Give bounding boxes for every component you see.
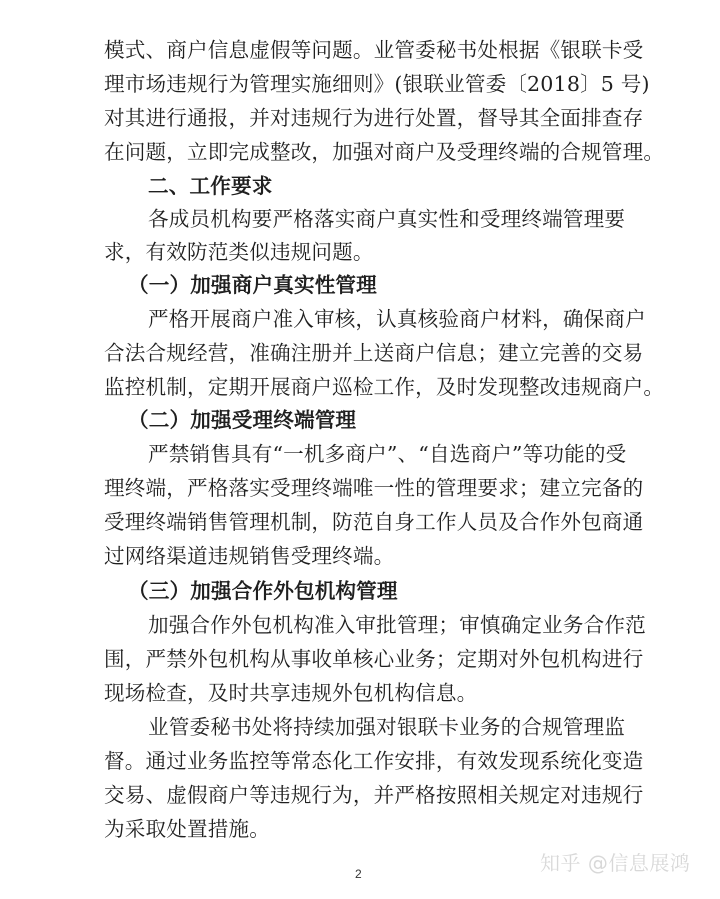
section-intro-line: 各成员机构要严格落实商户真实性和受理终端管理要 bbox=[148, 207, 626, 231]
subsection-title: （三）加强合作外包机构管理 bbox=[128, 579, 398, 603]
subsection-line: 围，严禁外包机构从事收单核心业务；定期对外包机构进行 bbox=[104, 647, 644, 671]
subsection-line: 过网络渠道违规销售受理终端。 bbox=[104, 544, 395, 568]
subsection-line: 受理终端销售管理机制，防范自身工作人员及合作外包商通 bbox=[104, 510, 644, 534]
subsection-line: 理终端，严格落实受理终端唯一性的管理要求；建立完备的 bbox=[104, 476, 644, 500]
closing-line: 交易、虚假商户等违规行为，并严格按照相关规定对违规行 bbox=[104, 783, 644, 807]
section-intro-line: 求，有效防范类似违规问题。 bbox=[104, 240, 374, 264]
page-number: 2 bbox=[355, 867, 362, 881]
subsection-line: 现场检查，及时共享违规外包机构信息。 bbox=[104, 681, 478, 705]
closing-line: 督。通过业务监控等常态化工作安排，有效发现系统化变造 bbox=[104, 749, 644, 773]
intro-line: 理市场违规行为管理实施细则》(银联业管委〔2018〕5 号) bbox=[104, 72, 650, 96]
section-heading: 二、工作要求 bbox=[148, 174, 273, 198]
intro-line: 在问题，立即完成整改，加强对商户及受理终端的合规管理。 bbox=[104, 140, 665, 164]
intro-line: 模式、商户信息虚假等问题。业管委秘书处根据《银联卡受 bbox=[104, 38, 644, 62]
subsection-line: 监控机制，定期开展商户巡检工作，及时发现整改违规商户。 bbox=[104, 375, 665, 399]
subsection-line: 严禁销售具有“一机多商户”、“自选商户”等功能的受 bbox=[148, 442, 627, 466]
watermark: 知乎 @信息展鸿 bbox=[540, 851, 691, 875]
closing-line: 为采取处置措施。 bbox=[104, 817, 270, 841]
subsection-line: 加强合作外包机构准入审批管理；审慎确定业务合作范 bbox=[148, 613, 646, 637]
intro-line: 对其进行通报，并对违规行为进行处置，督导其全面排查存 bbox=[104, 106, 644, 130]
subsection-title: （二）加强受理终端管理 bbox=[128, 408, 357, 432]
subsection-line: 严格开展商户准入审核，认真核验商户材料，确保商户 bbox=[148, 307, 646, 331]
subsection-line: 合法合规经营，准确注册并上送商户信息；建立完善的交易 bbox=[104, 341, 644, 365]
subsection-title: （一）加强商户真实性管理 bbox=[128, 273, 377, 297]
closing-line: 业管委秘书处将持续加强对银联卡业务的合规管理监 bbox=[148, 715, 626, 739]
